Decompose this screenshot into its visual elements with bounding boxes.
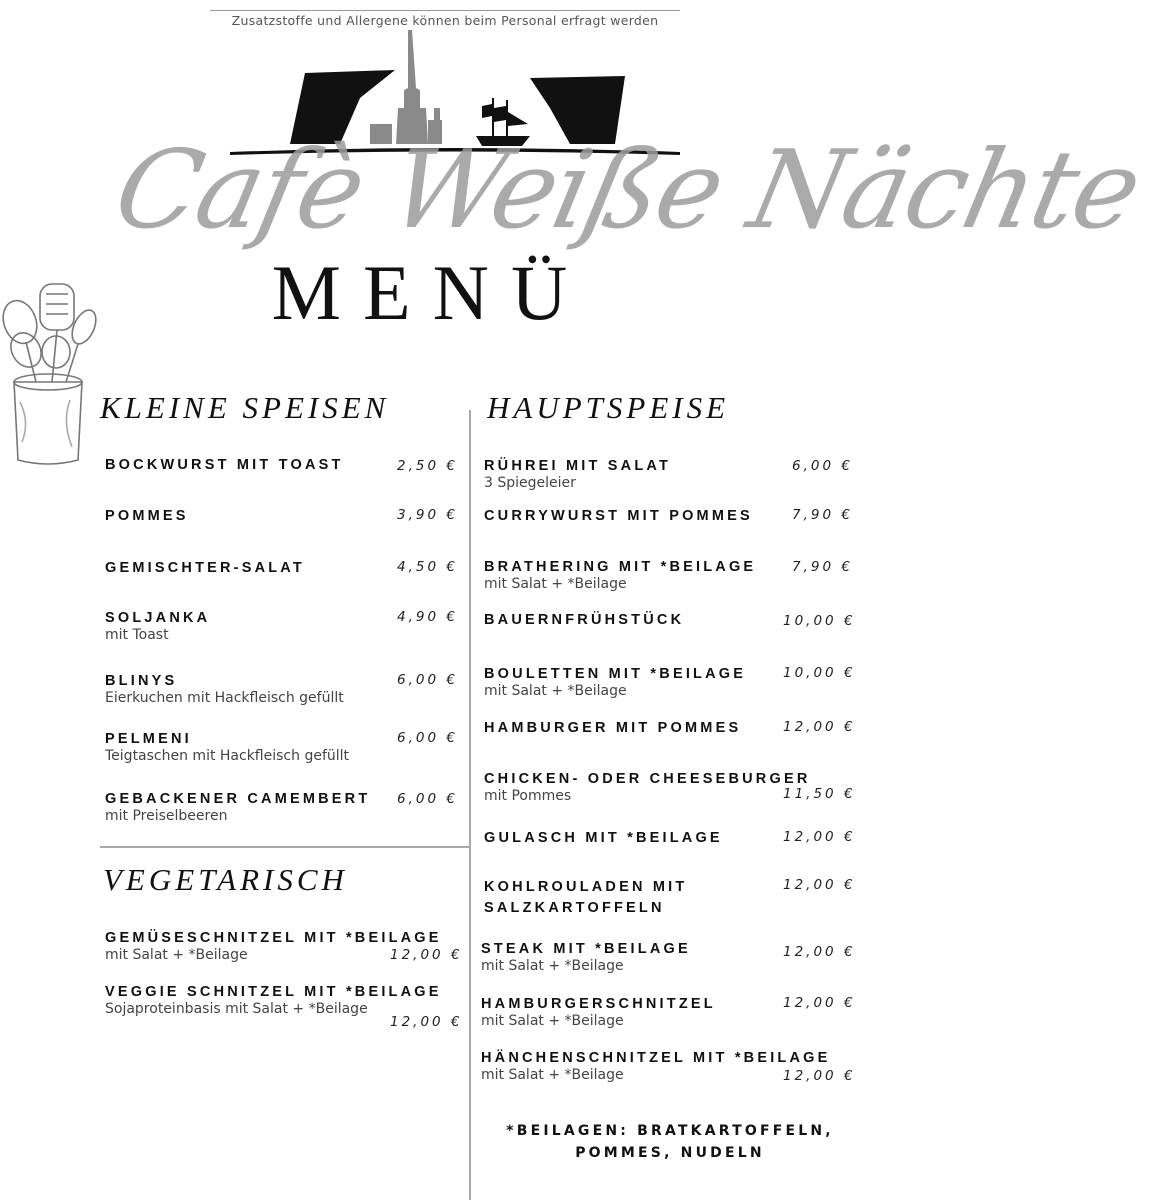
item-description: Eierkuchen mit Hackfleisch gefüllt bbox=[105, 690, 344, 706]
cafe-name-script: Cafè Weiße Nächte bbox=[104, 128, 1150, 253]
menu-item bbox=[105, 790, 370, 824]
item-name: BOULETTEN MIT *BEILAGE bbox=[484, 666, 747, 682]
menu-item bbox=[481, 995, 716, 1029]
item-price: 12,00 € bbox=[390, 947, 463, 963]
item-price: 6,00 € bbox=[792, 458, 853, 474]
item-description: Sojaproteinbasis mit Salat + *Beilage bbox=[105, 1001, 368, 1017]
item-price: 12,00 € bbox=[390, 1014, 463, 1030]
item-price: 10,00 € bbox=[783, 613, 856, 629]
item-description: mit Pommes bbox=[484, 788, 572, 804]
menu-title: MENÜ bbox=[271, 249, 590, 336]
menu-item bbox=[484, 829, 723, 847]
item-price: 12,00 € bbox=[783, 944, 856, 960]
item-name: GEMÜSESCHNITZEL MIT *BEILAGE bbox=[105, 930, 442, 946]
menu-item bbox=[481, 1049, 831, 1083]
section-title-hauptspeise: HAUPTSPEISE bbox=[487, 390, 730, 425]
item-name: BLINYS bbox=[105, 673, 178, 689]
item-price: 3,90 € bbox=[397, 507, 458, 523]
item-name: PELMENI bbox=[105, 731, 192, 747]
section-title-vegetarisch: VEGETARISCH bbox=[103, 862, 348, 897]
item-name: SOLJANKA bbox=[105, 610, 211, 626]
menu-item bbox=[105, 507, 189, 525]
menu-item bbox=[105, 609, 210, 643]
menu-item bbox=[481, 940, 691, 974]
menu-item bbox=[484, 719, 741, 737]
column-divider bbox=[469, 410, 471, 1200]
menu-item bbox=[105, 559, 305, 577]
item-name: GEBACKENER CAMEMBERT bbox=[105, 791, 371, 807]
item-name: BAUERNFRÜHSTÜCK bbox=[484, 612, 685, 628]
item-name: POMMES bbox=[105, 508, 189, 524]
utensils-jar-illustration bbox=[0, 282, 110, 462]
item-description: mit Salat + *Beilage bbox=[484, 683, 627, 699]
item-name: HÄNCHENSCHNITZEL MIT *BEILAGE bbox=[481, 1050, 831, 1066]
item-price: 4,90 € bbox=[397, 609, 458, 625]
menu-item bbox=[484, 770, 811, 804]
menu-item bbox=[484, 507, 753, 525]
item-price: 10,00 € bbox=[783, 665, 856, 681]
item-description: mit Salat + *Beilage bbox=[481, 1067, 624, 1083]
section-title-kleine-speisen: KLEINE SPEISEN bbox=[100, 390, 390, 425]
item-name: KOHLROULADEN MIT bbox=[484, 879, 688, 895]
menu-item bbox=[484, 665, 746, 699]
item-price: 4,50 € bbox=[397, 559, 458, 575]
item-description: mit Salat + *Beilage bbox=[105, 947, 248, 963]
item-price: 6,00 € bbox=[397, 730, 458, 746]
menu-item bbox=[105, 730, 349, 764]
item-description: 3 Spiegeleier bbox=[484, 475, 576, 491]
item-name: STEAK MIT *BEILAGE bbox=[481, 941, 691, 957]
item-name: VEGGIE SCHNITZEL MIT *BEILAGE bbox=[105, 984, 442, 1000]
allergen-notice: Zusatzstoffe und Allergene können beim Personal erfragt werden bbox=[210, 10, 680, 28]
item-name: RÜHREI MIT SALAT bbox=[484, 458, 672, 474]
item-price: 7,90 € bbox=[792, 507, 853, 523]
item-description: mit Toast bbox=[105, 627, 169, 643]
item-price: 11,50 € bbox=[783, 786, 856, 802]
item-name: CURRYWURST MIT POMMES bbox=[484, 508, 753, 524]
item-name-line2: SALZKARTOFFELN bbox=[484, 900, 665, 916]
item-description: Teigtaschen mit Hackfleisch gefüllt bbox=[105, 748, 350, 764]
item-price: 12,00 € bbox=[783, 1068, 856, 1084]
menu-item bbox=[484, 558, 756, 592]
item-price: 12,00 € bbox=[783, 719, 856, 735]
item-price: 7,90 € bbox=[792, 559, 853, 575]
item-price: 2,50 € bbox=[397, 458, 458, 474]
item-price: 6,00 € bbox=[397, 791, 458, 807]
item-description: mit Salat + *Beilage bbox=[481, 958, 624, 974]
item-description: mit Salat + *Beilage bbox=[484, 576, 627, 592]
item-name: GULASCH MIT *BEILAGE bbox=[484, 830, 723, 846]
beilagen-line-1: *BEILAGEN: BRATKARTOFFELN, bbox=[506, 1123, 834, 1139]
item-price: 6,00 € bbox=[397, 672, 458, 688]
menu-item bbox=[484, 611, 684, 629]
item-name: BRATHERING MIT *BEILAGE bbox=[484, 559, 757, 575]
item-price: 12,00 € bbox=[783, 877, 856, 893]
item-name: CHICKEN- ODER CHEESEBURGER bbox=[484, 771, 811, 787]
menu-item bbox=[484, 878, 687, 917]
menu-item bbox=[105, 983, 442, 1017]
menu-item bbox=[105, 456, 344, 474]
menu-item bbox=[105, 672, 344, 706]
beilagen-note bbox=[480, 1120, 860, 1164]
menu-item bbox=[484, 457, 671, 491]
beilagen-line-2: POMMES, NUDELN bbox=[575, 1145, 765, 1161]
item-name: BOCKWURST MIT TOAST bbox=[105, 457, 344, 473]
section-divider bbox=[100, 846, 469, 848]
item-name: HAMBURGERSCHNITZEL bbox=[481, 996, 716, 1012]
item-description: mit Salat + *Beilage bbox=[481, 1013, 624, 1029]
item-price: 12,00 € bbox=[783, 829, 856, 845]
item-description: mit Preiselbeeren bbox=[105, 808, 228, 824]
item-price: 12,00 € bbox=[783, 995, 856, 1011]
item-name: GEMISCHTER-SALAT bbox=[105, 560, 305, 576]
item-name: HAMBURGER MIT POMMES bbox=[484, 720, 742, 736]
